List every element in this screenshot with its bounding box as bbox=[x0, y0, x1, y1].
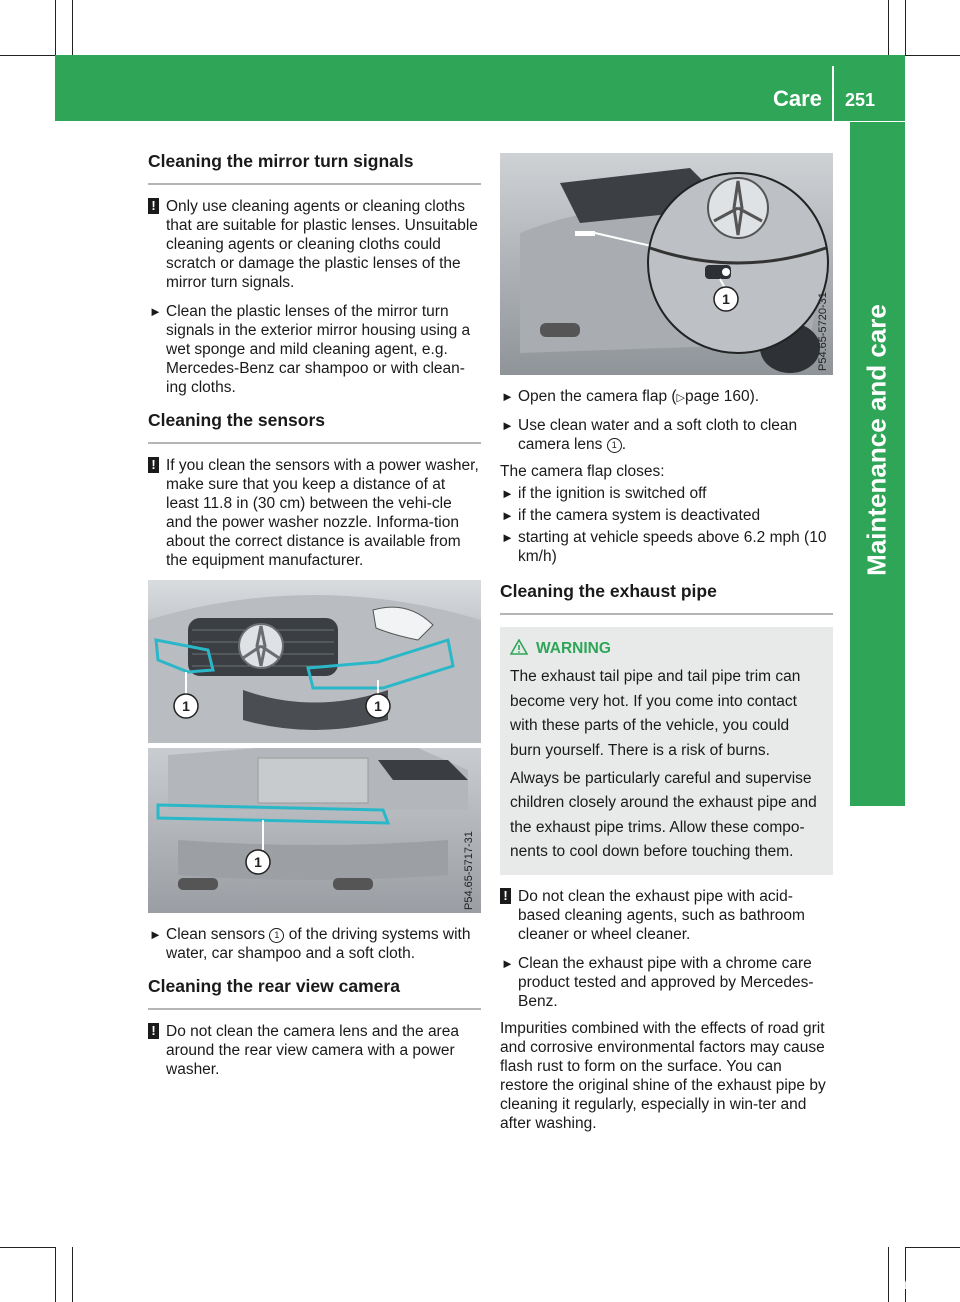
bullet-text: if the camera system is deactivated bbox=[518, 507, 761, 524]
heading-rule bbox=[148, 442, 481, 444]
watermark: carmanualsonline.info bbox=[776, 1274, 952, 1293]
crop-mark bbox=[905, 1247, 960, 1248]
heading-sensors: Cleaning the sensors bbox=[148, 410, 325, 430]
section-title: Care bbox=[773, 86, 822, 111]
crop-mark bbox=[0, 1247, 55, 1248]
chapter-label: Maintenance and care bbox=[861, 304, 892, 576]
instruction-step bbox=[500, 954, 833, 1011]
heading-rule bbox=[500, 613, 833, 615]
callout-1: 1 bbox=[182, 698, 190, 714]
step-text: Clean the plastic lenses of the mirror turn signals in the exterior mirror housing using a wet sponge and mild cleaning agent, e.g. Mercedes-Benz car shampoo or with clean-ing cloths. bbox=[166, 303, 471, 396]
bullet-icon: ► bbox=[501, 508, 514, 523]
header-divider bbox=[832, 66, 834, 121]
heading-rule bbox=[148, 1008, 481, 1010]
left-column bbox=[148, 152, 481, 1089]
callout-1: 1 bbox=[374, 698, 382, 714]
right-column bbox=[500, 153, 833, 1141]
crop-mark bbox=[55, 1247, 56, 1302]
step-text: Open the camera flap ( bbox=[518, 388, 677, 405]
page-ref-icon: ▷ bbox=[676, 392, 685, 404]
crop-mark bbox=[905, 0, 906, 55]
figure-code: P54.65-5717-31 bbox=[463, 831, 475, 910]
caution-note bbox=[500, 887, 833, 944]
caution-note bbox=[148, 1022, 481, 1079]
caution-text: Do not clean the camera lens and the area around the rear view camera with a power washer. bbox=[166, 1023, 459, 1078]
crop-mark bbox=[55, 0, 56, 55]
step-text: of the driving systems with water, car shampoo and a soft cloth. bbox=[166, 926, 471, 962]
warning-label: WARNING bbox=[536, 640, 611, 657]
sensor-figure bbox=[148, 580, 481, 913]
warning-text: The exhaust tail pipe and tail pipe trim can become very hot. If you come into contact with these parts of the vehicle, you could burn yourself. There is a risk of burns. bbox=[510, 668, 801, 759]
bullet-icon: ► bbox=[501, 486, 514, 501]
callout-number: 1 bbox=[607, 438, 622, 453]
crop-mark bbox=[72, 1247, 73, 1302]
bullet-icon: ► bbox=[501, 530, 514, 545]
body-paragraph: Impurities combined with the effects of road grit and corrosive environmental factors may cause flash rust to form on the surface. You can restore the original shine of the exhaust pipe by cleaning it regularly, especially in win-ter and after washing. bbox=[500, 1019, 826, 1132]
callout-1: 1 bbox=[722, 291, 730, 307]
page-number: 251 bbox=[845, 90, 876, 110]
caution-text: Only use cleaning agents or cleaning cloths that are suitable for plastic lenses. Unsuitable cleaning agents or cleaning cloths could scratch or damage the plastic lenses of the mirror turn signals. bbox=[166, 198, 478, 291]
caution-text: If you clean the sensors with a power washer, make sure that you keep a distance of at least 11.8 in (30 cm) between the vehi-cle and the power washer nozzle. Informa-tion about the correct distance is available from the equipment manufacturer. bbox=[166, 457, 479, 569]
instruction-step bbox=[148, 925, 481, 963]
heading-exhaust-pipe: Cleaning the exhaust pipe bbox=[500, 581, 717, 601]
heading-rear-view-camera: Cleaning the rear view camera bbox=[148, 976, 400, 996]
instruction-step bbox=[500, 416, 833, 454]
warning-triangle-icon bbox=[510, 639, 528, 655]
page-ref-link[interactable]: page 160). bbox=[685, 388, 760, 405]
instruction-step bbox=[500, 387, 833, 408]
step-arrow-icon: ► bbox=[501, 418, 514, 433]
crop-mark bbox=[888, 0, 889, 55]
callout-1: 1 bbox=[254, 854, 262, 870]
caution-icon: ! bbox=[148, 198, 159, 214]
heading-mirror-turn-signals: Cleaning the mirror turn signals bbox=[148, 151, 414, 171]
caution-text: Do not clean the exhaust pipe with acid-based cleaning agents, such as bathroom cleaner or wheel cleaner. bbox=[518, 887, 805, 943]
step-arrow-icon: ► bbox=[501, 955, 514, 971]
warning-text: Always be particularly careful and supervise children closely around the exhaust pipe and the exhaust pipe trims. Allow these compo-nents to cool down before touching them. bbox=[510, 770, 817, 861]
step-arrow-icon: ► bbox=[149, 927, 162, 942]
step-arrow-icon: ► bbox=[501, 389, 514, 404]
heading-rule bbox=[148, 183, 481, 185]
caution-icon: ! bbox=[148, 457, 159, 473]
crop-mark bbox=[905, 55, 960, 56]
step-arrow-icon: ► bbox=[149, 304, 162, 319]
step-text: Clean sensors bbox=[166, 926, 266, 943]
chapter-side-block bbox=[850, 760, 905, 806]
figure-code: P54.65-5720-31 bbox=[817, 292, 829, 371]
caution-icon: ! bbox=[500, 888, 511, 904]
warning-header bbox=[510, 637, 823, 661]
step-text: . bbox=[621, 436, 627, 453]
bullet-text: starting at vehicle speeds above 6.2 mph (10 km/h) bbox=[518, 529, 827, 565]
sensor-illustration bbox=[148, 580, 481, 913]
warning-box bbox=[500, 627, 833, 875]
instruction-step bbox=[148, 302, 481, 397]
callout-number: 1 bbox=[269, 928, 284, 943]
flap-intro: The camera flap closes: bbox=[500, 463, 665, 480]
crop-mark bbox=[72, 0, 73, 55]
bullet-item bbox=[500, 528, 833, 566]
caution-icon: ! bbox=[148, 1023, 159, 1039]
step-text: Use clean water and a soft cloth to clean camera lens bbox=[518, 417, 798, 453]
crop-mark bbox=[0, 55, 55, 56]
bullet-item bbox=[500, 484, 833, 503]
bullet-item bbox=[500, 506, 833, 525]
caution-note bbox=[148, 197, 481, 292]
caution-note bbox=[148, 456, 481, 570]
step-text: Clean the exhaust pipe with a chrome care product tested and approved by Mercedes-Benz. bbox=[518, 954, 814, 1010]
camera-illustration bbox=[500, 153, 833, 375]
bullet-text: if the ignition is switched off bbox=[518, 485, 707, 502]
camera-figure bbox=[500, 153, 833, 375]
